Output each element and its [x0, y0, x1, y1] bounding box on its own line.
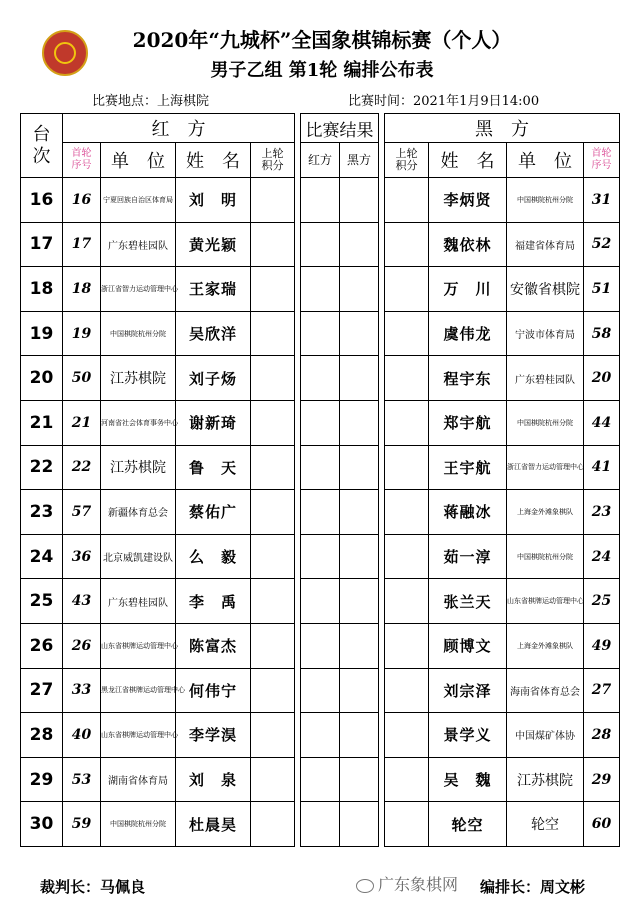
- red-seed: 50: [63, 356, 101, 401]
- black-unit: 山东省棋牌运动管理中心: [507, 579, 584, 624]
- board-number: 17: [21, 222, 63, 267]
- black-unit: 中国棋院杭州分院: [507, 534, 584, 579]
- red-prev-score: [251, 490, 295, 535]
- red-result: [301, 222, 340, 267]
- watermark-text: 广东象棋网: [378, 875, 459, 894]
- header-black-unit: 单 位: [507, 143, 584, 178]
- red-seed: 40: [63, 713, 101, 758]
- black-player-name: 轮空: [429, 802, 507, 847]
- red-unit: 山东省棋牌运动管理中心: [101, 713, 176, 758]
- table-row: [21, 757, 620, 802]
- red-player-name: 杜晨昊: [176, 802, 251, 847]
- wechat-icon: [356, 879, 374, 893]
- red-unit: 江苏棋院: [101, 356, 176, 401]
- black-player-name: 郑宇航: [429, 400, 507, 445]
- red-prev-score: [251, 356, 295, 401]
- red-result: [301, 579, 340, 624]
- red-seed: 16: [63, 178, 101, 223]
- black-unit: 海南省体育总会: [507, 668, 584, 713]
- board-number: 23: [21, 490, 63, 535]
- black-player-name: 王宇航: [429, 445, 507, 490]
- board-number: 24: [21, 534, 63, 579]
- black-result: [340, 490, 379, 535]
- header-black-side: 黑 方: [385, 114, 620, 143]
- red-seed: 26: [63, 623, 101, 668]
- black-player-name: 虞伟龙: [429, 311, 507, 356]
- black-seed: 27: [584, 668, 620, 713]
- black-player-name: 李炳贤: [429, 178, 507, 223]
- black-seed: 25: [584, 579, 620, 624]
- black-prev-score: [385, 713, 429, 758]
- table-row: [21, 713, 620, 758]
- page-subtitle: 男子乙组 第1轮 编排公布表: [210, 60, 434, 81]
- black-seed: 29: [584, 757, 620, 802]
- black-result: [340, 178, 379, 223]
- board-number: 18: [21, 267, 63, 312]
- black-prev-score: [385, 267, 429, 312]
- red-unit: 湖南省体育局: [101, 757, 176, 802]
- table-row: [21, 534, 620, 579]
- header-red-unit: 单 位: [101, 143, 176, 178]
- black-result: [340, 579, 379, 624]
- table-row: [21, 311, 620, 356]
- black-prev-score: [385, 668, 429, 713]
- header-result: 比赛结果: [301, 114, 379, 143]
- red-result: [301, 267, 340, 312]
- table-row: [21, 178, 620, 223]
- red-unit: 中国棋院杭州分院: [101, 311, 176, 356]
- black-prev-score: [385, 356, 429, 401]
- black-result: [340, 311, 379, 356]
- venue-label: 比赛地点：上海棋院: [92, 94, 210, 109]
- black-prev-score: [385, 400, 429, 445]
- red-player-name: 李 禹: [176, 579, 251, 624]
- board-number: 20: [21, 356, 63, 401]
- board-number: 22: [21, 445, 63, 490]
- red-seed: 57: [63, 490, 101, 535]
- red-result: [301, 311, 340, 356]
- header-red-seed: 首轮序号: [63, 143, 101, 178]
- board-number: 29: [21, 757, 63, 802]
- red-player-name: 蔡佑广: [176, 490, 251, 535]
- table-row: [21, 445, 620, 490]
- black-seed: 44: [584, 400, 620, 445]
- red-player-name: 黄光颖: [176, 222, 251, 267]
- black-unit: 安徽省棋院: [507, 267, 584, 312]
- black-result: [340, 356, 379, 401]
- red-prev-score: [251, 623, 295, 668]
- black-seed: 20: [584, 356, 620, 401]
- red-prev-score: [251, 400, 295, 445]
- pairing-table: [20, 113, 620, 847]
- red-prev-score: [251, 311, 295, 356]
- header-red-name: 姓 名: [176, 143, 251, 178]
- red-player-name: 王家瑞: [176, 267, 251, 312]
- header-black-prev-score: 上轮积分: [385, 143, 429, 178]
- black-seed: 52: [584, 222, 620, 267]
- header-black-name: 姓 名: [429, 143, 507, 178]
- black-prev-score: [385, 802, 429, 847]
- header-black-result: 黑方: [340, 143, 379, 178]
- table-row: [21, 490, 620, 535]
- red-result: [301, 178, 340, 223]
- red-seed: 18: [63, 267, 101, 312]
- red-prev-score: [251, 267, 295, 312]
- black-prev-score: [385, 490, 429, 535]
- red-result: [301, 534, 340, 579]
- header-red-result: 红方: [301, 143, 340, 178]
- red-unit: 山东省棋牌运动管理中心: [101, 623, 176, 668]
- header-red-prev-score: 上轮积分: [251, 143, 295, 178]
- black-seed: 49: [584, 623, 620, 668]
- red-unit: 北京威凯建设队: [101, 534, 176, 579]
- red-result: [301, 713, 340, 758]
- black-result: [340, 623, 379, 668]
- red-player-name: 鲁 天: [176, 445, 251, 490]
- board-number: 21: [21, 400, 63, 445]
- red-result: [301, 445, 340, 490]
- red-player-name: 刘 泉: [176, 757, 251, 802]
- red-unit: 宁夏回族自治区体育局: [101, 178, 176, 223]
- chief-referee: 裁判长：马佩良: [40, 878, 146, 896]
- red-seed: 59: [63, 802, 101, 847]
- red-unit: 广东碧桂园队: [101, 222, 176, 267]
- watermark: [356, 872, 458, 895]
- black-unit: 浙江省智力运动管理中心: [507, 445, 584, 490]
- red-unit: 河南省社会体育事务中心: [101, 400, 176, 445]
- black-result: [340, 400, 379, 445]
- black-player-name: 张兰天: [429, 579, 507, 624]
- red-prev-score: [251, 178, 295, 223]
- black-result: [340, 668, 379, 713]
- red-prev-score: [251, 802, 295, 847]
- black-player-name: 吴 魏: [429, 757, 507, 802]
- red-result: [301, 490, 340, 535]
- black-player-name: 景学义: [429, 713, 507, 758]
- black-player-name: 程宇东: [429, 356, 507, 401]
- red-result: [301, 400, 340, 445]
- chief-arranger: 编排长：周文彬: [480, 878, 586, 896]
- board-number: 30: [21, 802, 63, 847]
- red-seed: 33: [63, 668, 101, 713]
- red-seed: 22: [63, 445, 101, 490]
- red-result: [301, 757, 340, 802]
- black-unit: 中国棋院杭州分院: [507, 400, 584, 445]
- red-unit: 黑龙江省棋牌运动管理中心: [101, 668, 176, 713]
- table-row: [21, 400, 620, 445]
- table-row: [21, 356, 620, 401]
- black-result: [340, 267, 379, 312]
- red-prev-score: [251, 579, 295, 624]
- red-unit: 中国棋院杭州分院: [101, 802, 176, 847]
- black-prev-score: [385, 534, 429, 579]
- red-player-name: 吴欣洋: [176, 311, 251, 356]
- header-board: 台次: [21, 114, 63, 178]
- black-result: [340, 802, 379, 847]
- red-player-name: 刘子炀: [176, 356, 251, 401]
- board-number: 26: [21, 623, 63, 668]
- table-row: [21, 222, 620, 267]
- black-player-name: 茹一淳: [429, 534, 507, 579]
- black-player-name: 魏依林: [429, 222, 507, 267]
- black-prev-score: [385, 579, 429, 624]
- black-unit: 广东碧桂园队: [507, 356, 584, 401]
- black-unit: 中国棋院杭州分院: [507, 178, 584, 223]
- table-row: [21, 802, 620, 847]
- page-title: 2020年“九城杯”全国象棋锦标赛（个人）: [132, 28, 512, 52]
- black-seed: 28: [584, 713, 620, 758]
- header-black-seed: 首轮序号: [584, 143, 620, 178]
- black-seed: 41: [584, 445, 620, 490]
- black-seed: 51: [584, 267, 620, 312]
- red-result: [301, 802, 340, 847]
- red-seed: 53: [63, 757, 101, 802]
- red-unit: 浙江省智力运动管理中心: [101, 267, 176, 312]
- red-seed: 19: [63, 311, 101, 356]
- red-prev-score: [251, 222, 295, 267]
- black-unit: 中国煤矿体协: [507, 713, 584, 758]
- red-player-name: 么 毅: [176, 534, 251, 579]
- header-red-side: 红 方: [63, 114, 295, 143]
- red-player-name: 刘 明: [176, 178, 251, 223]
- red-seed: 17: [63, 222, 101, 267]
- black-seed: 31: [584, 178, 620, 223]
- red-seed: 43: [63, 579, 101, 624]
- black-player-name: 万 川: [429, 267, 507, 312]
- red-unit: 新疆体育总会: [101, 490, 176, 535]
- black-seed: 23: [584, 490, 620, 535]
- black-player-name: 刘宗泽: [429, 668, 507, 713]
- red-result: [301, 668, 340, 713]
- board-number: 16: [21, 178, 63, 223]
- board-number: 27: [21, 668, 63, 713]
- black-unit: 上海金外滩象棋队: [507, 490, 584, 535]
- pairing-rows: [21, 178, 620, 847]
- black-unit: 上海金外滩象棋队: [507, 623, 584, 668]
- table-row: [21, 668, 620, 713]
- red-unit: 江苏棋院: [101, 445, 176, 490]
- black-prev-score: [385, 222, 429, 267]
- red-seed: 36: [63, 534, 101, 579]
- red-result: [301, 623, 340, 668]
- black-player-name: 蒋融冰: [429, 490, 507, 535]
- table-row: [21, 623, 620, 668]
- black-unit: 江苏棋院: [507, 757, 584, 802]
- red-result: [301, 356, 340, 401]
- red-prev-score: [251, 757, 295, 802]
- black-unit: 福建省体育局: [507, 222, 584, 267]
- red-player-name: 何伟宁: [176, 668, 251, 713]
- black-prev-score: [385, 178, 429, 223]
- black-result: [340, 445, 379, 490]
- black-unit: 轮空: [507, 802, 584, 847]
- red-prev-score: [251, 668, 295, 713]
- red-player-name: 谢新琦: [176, 400, 251, 445]
- black-result: [340, 222, 379, 267]
- red-seed: 21: [63, 400, 101, 445]
- red-player-name: 李学淏: [176, 713, 251, 758]
- red-prev-score: [251, 445, 295, 490]
- black-seed: 24: [584, 534, 620, 579]
- black-prev-score: [385, 311, 429, 356]
- black-result: [340, 534, 379, 579]
- red-unit: 广东碧桂园队: [101, 579, 176, 624]
- table-row: [21, 579, 620, 624]
- black-result: [340, 713, 379, 758]
- board-number: 28: [21, 713, 63, 758]
- black-prev-score: [385, 445, 429, 490]
- red-player-name: 陈富杰: [176, 623, 251, 668]
- black-seed: 58: [584, 311, 620, 356]
- black-unit: 宁波市体育局: [507, 311, 584, 356]
- red-prev-score: [251, 713, 295, 758]
- black-result: [340, 757, 379, 802]
- black-prev-score: [385, 623, 429, 668]
- board-number: 19: [21, 311, 63, 356]
- time-label: 比赛时间：2021年1月9日14:00: [348, 94, 540, 109]
- red-prev-score: [251, 534, 295, 579]
- board-number: 25: [21, 579, 63, 624]
- black-seed: 60: [584, 802, 620, 847]
- table-row: [21, 267, 620, 312]
- black-prev-score: [385, 757, 429, 802]
- black-player-name: 顾博文: [429, 623, 507, 668]
